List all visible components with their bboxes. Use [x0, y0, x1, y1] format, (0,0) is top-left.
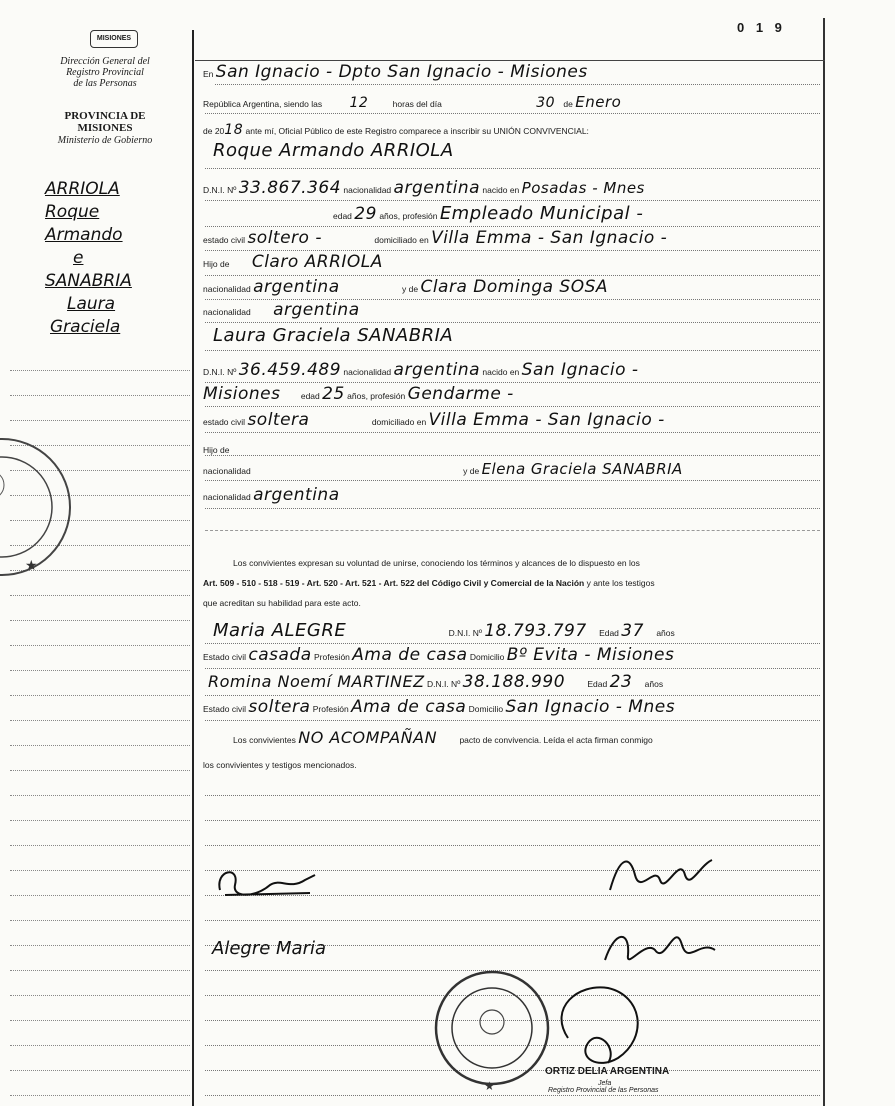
day-value: 30 [536, 95, 556, 111]
witness2-row [203, 672, 823, 692]
margin-names [45, 178, 185, 339]
provincial-seal-left [0, 400, 75, 615]
stamp-sub [548, 1080, 718, 1094]
person1-mother: Clara Dominga SOSA [420, 277, 609, 297]
person2-father-row [203, 445, 823, 455]
right-border [823, 18, 825, 1106]
margin-name: Roque [45, 202, 100, 222]
person2-dni: 36.459.489 [238, 360, 342, 380]
y-de-label: y de [463, 466, 480, 476]
dom-label: Domicilio [469, 652, 505, 662]
pact-value: NO ACOMPAÑAN [298, 728, 438, 747]
person2-civil-row [203, 410, 823, 430]
witness1-civil: casada [248, 645, 312, 665]
person2-nationality: argentina [393, 360, 481, 380]
civil-label: estado civil [203, 417, 246, 427]
en-label: En [203, 69, 214, 79]
place-value: San Ignacio - Dpto San Ignacio - Misiones [215, 62, 588, 82]
horas-label: horas del día [392, 99, 442, 109]
dni-label: D.N.I. Nº [448, 628, 482, 638]
person2-birthplace-a: San Ignacio - [521, 360, 639, 380]
margin-name: Graciela [50, 317, 121, 337]
month-value: Enero [575, 93, 622, 111]
civil-label: Estado civil [203, 652, 246, 662]
witness2-dni: 38.188.990 [462, 672, 566, 692]
born-label: nacido en [482, 367, 520, 377]
person1-parents-nat-row [203, 277, 823, 297]
person2-age: 25 [322, 384, 345, 404]
person1-civil: soltero - [247, 228, 322, 248]
date-row [203, 93, 823, 111]
pact-row [203, 728, 823, 747]
institution-line1: Dirección General del [60, 56, 150, 67]
civil-label: estado civil [203, 235, 246, 245]
person1-nationality: argentina [393, 178, 481, 198]
signature-loop [548, 978, 658, 1073]
sidebar [0, 0, 192, 1106]
stamp-role: Jefa [598, 1080, 612, 1087]
dom-label: Domicilio [468, 704, 504, 714]
dni-label: D.N.I. Nº [426, 679, 461, 689]
stamp-org: Registro Provincial de las Personas [548, 1087, 659, 1094]
pact-tail2-row [203, 760, 823, 770]
person2-domicile: Villa Emma - San Ignacio - [428, 410, 665, 430]
person1-dni-row [203, 178, 823, 198]
y-de-label: y de [402, 284, 419, 294]
person1-dni: 33.867.364 [238, 178, 342, 198]
person2-mother: Elena Graciela SANABRIA [481, 460, 683, 478]
witness1-domicile: Bº Evita - Misiones [506, 645, 675, 665]
declaration-line1: Los convivientes expresan su voluntad de unirse, conociendo los términos y alcances de lo dispuesto en los [233, 558, 640, 568]
republica-label: República Argentina, siendo las [203, 99, 323, 109]
person2-birthplace-b: Misiones [203, 384, 281, 404]
age-label: Edad [599, 628, 619, 638]
column-divider [192, 30, 194, 1106]
age-label: edad [333, 211, 352, 221]
province-line2: MISIONES [77, 122, 133, 134]
witness2-profession: Ama de casa [351, 697, 467, 717]
mother-nat-label: nacionalidad [203, 492, 251, 502]
person1-mother-nat: argentina [273, 300, 360, 320]
svg-text:★: ★ [484, 1079, 495, 1093]
province-line1: PROVINCIA DE [64, 110, 146, 122]
pact-tail2: los convivientes y testigos mencionados. [203, 760, 357, 770]
person2-dni-row [203, 360, 823, 380]
person1-profession: Empleado Municipal - [439, 203, 644, 224]
year-hand: 18 [224, 122, 244, 138]
person1-mother-nat-row [203, 300, 823, 320]
born-label: nacido en [482, 185, 520, 195]
mother-nat-label: nacionalidad [203, 307, 251, 317]
person2-profession: Gendarme - [407, 384, 514, 404]
witness1-row [203, 620, 823, 641]
person2-mother-nat: argentina [253, 485, 340, 505]
person1-civil-row [203, 228, 823, 248]
anos-label: años, profesión [379, 211, 438, 221]
year-prefix: de 20 [203, 126, 225, 136]
witness1-dni: 18.793.797 [484, 621, 587, 641]
anos-label: años [656, 628, 675, 638]
declaration-tail: y ante los testigos [586, 578, 655, 588]
witness2-domicile: San Ignacio - Mnes [505, 697, 676, 717]
top-border [195, 60, 825, 61]
margin-name: e [73, 248, 84, 268]
margin-name: ARRIOLA [45, 179, 120, 199]
de-label: de [563, 99, 573, 109]
person2-full-name: Laura Graciela SANABRIA [213, 325, 454, 346]
domicile-label: domiciliado en [374, 235, 429, 245]
son-label: Hijo de [203, 445, 230, 455]
witness1-name: Maria ALEGRE [213, 620, 347, 641]
margin-name: Laura [67, 294, 116, 314]
witness2-civil: soltera [248, 697, 311, 717]
ante-text: ante mí, Oficial Público de este Registro comparece a inscribir su UNIÓN CONVIVENCIAL: [245, 126, 589, 136]
civil-label: Estado civil [203, 704, 246, 714]
anos-label: años [644, 679, 664, 689]
pact-label: Los convivientes [233, 735, 296, 745]
dni-label: D.N.I. Nº [203, 185, 237, 195]
witness2-details-row [203, 697, 823, 717]
registry-round-seal [432, 950, 552, 1106]
institution-line3: de las Personas [73, 78, 137, 89]
person1-father-nat: argentina [253, 277, 340, 297]
person2-name-row [203, 325, 823, 346]
witness1-details-row [203, 645, 823, 665]
person1-age-row [203, 203, 823, 224]
signature-right-2 [590, 910, 720, 980]
misiones-logo: MISIONES [90, 30, 138, 48]
nationality-label: nacionalidad [343, 367, 392, 377]
nationality-label: nacionalidad [343, 185, 392, 195]
person1-father-row [203, 252, 823, 272]
prof-label: Profesión [312, 704, 349, 714]
age-label: Edad [587, 679, 608, 689]
person2-parents-nat-row [203, 460, 823, 478]
witness1-age: 37 [621, 621, 644, 641]
institution-line2: Registro Provincial [66, 67, 144, 78]
person1-age: 29 [354, 204, 377, 224]
pact-tail: pacto de convivencia. Leída el acta firman conmigo [459, 735, 653, 745]
father-nat-label: nacionalidad [203, 466, 251, 476]
witness2-name: Romina Noemí MARTINEZ [208, 672, 425, 691]
prof-label: Profesión [314, 652, 350, 662]
anos-label: años, profesión [347, 391, 406, 401]
declaration-line3: que acreditan su habilidad para este acto. [203, 598, 361, 608]
person1-full-name: Roque Armando ARRIOLA [213, 140, 454, 161]
ante-row [203, 122, 823, 138]
declaration-articles: Art. 509 - 510 - 518 - 519 - Art. 520 - Art. 521 - Art. 522 del Código Civil y Comercial de la Nación [203, 578, 585, 588]
acta-number: 0 1 9 [737, 20, 786, 35]
person2-civil: soltera [247, 410, 310, 430]
svg-text:★: ★ [25, 557, 38, 573]
age-label: edad [300, 391, 320, 401]
person1-name-row [203, 140, 823, 161]
person2-mother-nat-row [203, 485, 823, 505]
domicile-label: domiciliado en [371, 417, 427, 427]
witness2-age: 23 [609, 672, 633, 692]
declaration-paragraph [203, 553, 821, 613]
signature-right-1 [600, 845, 720, 905]
ministry: Ministerio de Gobierno [57, 135, 153, 146]
person1-domicile: Villa Emma - San Ignacio - [431, 228, 668, 248]
signature-left-1 [210, 860, 330, 905]
margin-name: SANABRIA [45, 271, 132, 291]
witness1-profession: Ama de casa [352, 645, 468, 665]
margin-name: Armando [45, 225, 123, 245]
place-row [203, 62, 823, 82]
stamp-name: ORTIZ DELIA ARGENTINA [545, 1066, 670, 1077]
person1-birthplace: Posadas - Mnes [521, 179, 645, 197]
person1-father: Claro ARRIOLA [251, 252, 383, 272]
hour-value: 12 [349, 95, 369, 111]
dni-label: D.N.I. Nº [203, 367, 237, 377]
signature-left-2: Alegre Maria [212, 938, 327, 959]
father-nat-label: nacionalidad [203, 284, 251, 294]
declaration-line2 [203, 573, 821, 593]
son-label: Hijo de [203, 259, 230, 269]
person2-age-row [203, 384, 823, 404]
